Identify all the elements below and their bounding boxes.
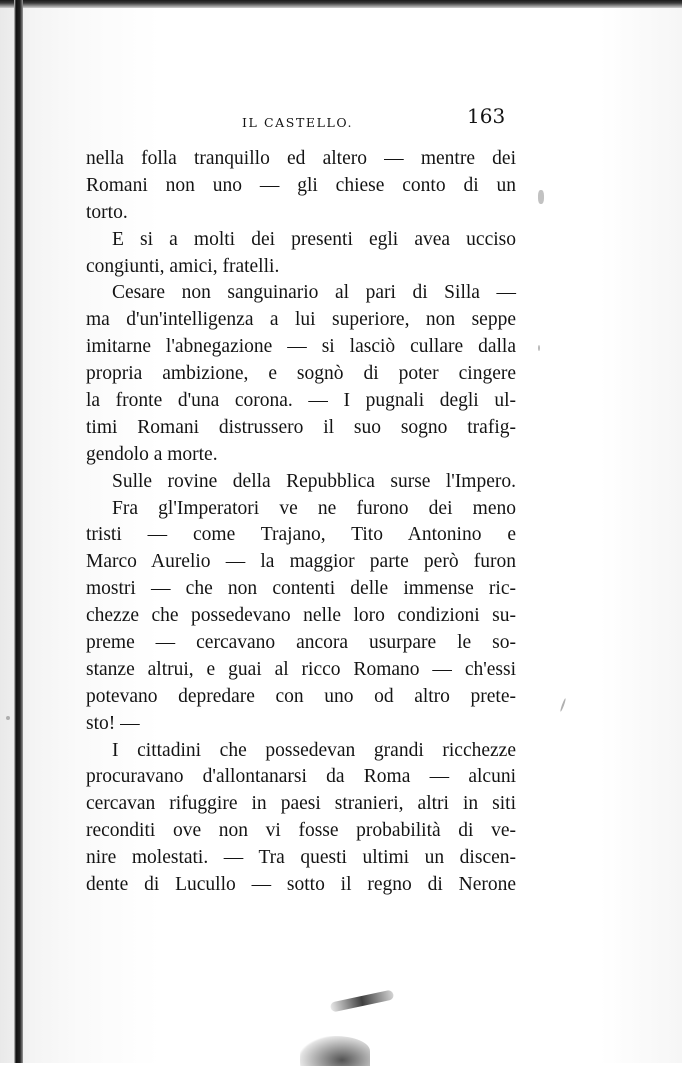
text-line: congiunti, amici, fratelli. xyxy=(86,255,280,277)
text-line: mostri — che non contenti delle immense ric- xyxy=(86,578,516,600)
text-line: preme — cercavano ancora usurpare le so- xyxy=(86,632,516,654)
body-text xyxy=(86,146,516,899)
text-line: torto. xyxy=(86,201,128,223)
text-line: imitarne l'abnegazione — si lasciò cullare dalla xyxy=(86,336,516,358)
text-line: procuravano d'allontanarsi da Roma — alcuni xyxy=(86,766,516,788)
bottom-ink-blot xyxy=(300,1036,370,1066)
text-line: dente di Lucullo — sotto il regno di Nerone xyxy=(86,874,516,896)
text-line: la fronte d'una corona. — I pugnali degli ul- xyxy=(86,390,516,412)
text-line: sto! — xyxy=(86,712,140,734)
ink-speck xyxy=(6,716,10,720)
text-line: nire molestati. — Tra questi ultimi un discen- xyxy=(86,847,516,869)
text-line: chezze che possedevano nelle loro condizioni su- xyxy=(86,605,516,627)
text-line: nella folla tranquillo ed altero — mentre dei xyxy=(86,148,516,169)
text-line: potevano depredare con uno od altro prete- xyxy=(86,685,516,707)
text-line: timi Romani distrussero il suo sogno trafig- xyxy=(86,416,516,438)
text-line: Romani non uno — gli chiese conto di un xyxy=(86,174,516,196)
running-head-title: IL CASTELLO. xyxy=(242,115,354,130)
text-line: ma d'un'intelligenza a lui superiore, non seppe xyxy=(86,309,516,331)
text-line: gendolo a morte. xyxy=(86,443,218,465)
text-line: reconditi ove non vi fosse probabilità di ve- xyxy=(86,820,516,842)
text-line: propria ambizione, e sognò di poter cingere xyxy=(86,363,516,385)
ink-speck xyxy=(560,698,567,712)
text-line: cercavan rifuggire in paesi stranieri, altri in siti xyxy=(86,793,516,815)
text-line: stanze altrui, e guai al ricco Romano — ch'essi xyxy=(86,658,516,680)
text-line: E si a molti dei presenti egli avea ucciso xyxy=(112,228,516,250)
text-line: Cesare non sanguinario al pari di Silla — xyxy=(112,282,516,304)
text-line: I cittadini che possedevan grandi ricchezze xyxy=(112,739,516,761)
text-line: tristi — come Trajano, Tito Antonino e xyxy=(86,524,516,546)
ink-speck xyxy=(538,190,544,204)
ink-speck xyxy=(538,345,540,351)
text-line: Fra gl'Imperatori ve ne furono dei meno xyxy=(112,497,516,519)
bottom-ink-smudge xyxy=(330,989,395,1012)
text-line: Marco Aurelio — la maggior parte però furon xyxy=(86,551,516,573)
text-line: Sulle rovine della Repubblica surse l'Impero. xyxy=(112,470,516,492)
page-number: 163 xyxy=(467,104,506,128)
